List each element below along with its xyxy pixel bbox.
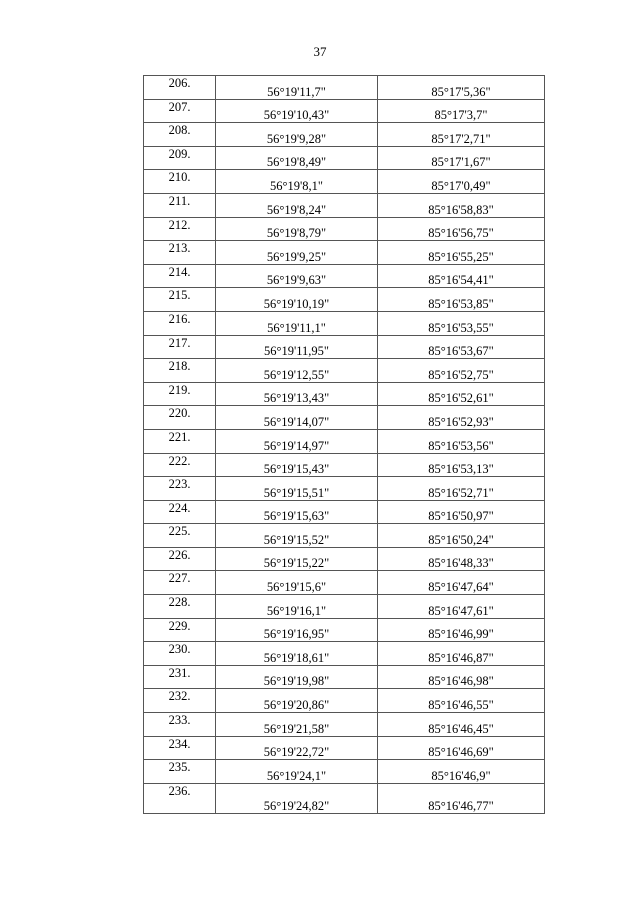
table-row xyxy=(144,595,545,619)
longitude-cell: 85°16'55,25" xyxy=(378,241,545,265)
table-row xyxy=(144,689,545,713)
point-number-cell: 216. xyxy=(144,311,216,335)
longitude-cell: 85°16'53,13" xyxy=(378,453,545,477)
point-number-cell: 224. xyxy=(144,500,216,524)
point-number-cell: 212. xyxy=(144,217,216,241)
table-row xyxy=(144,359,545,383)
coordinates-table xyxy=(143,75,545,814)
latitude-cell: 56°19'11,7" xyxy=(216,76,378,100)
point-number-cell: 223. xyxy=(144,477,216,501)
longitude-cell: 85°17'0,49" xyxy=(378,170,545,194)
longitude-cell: 85°17'5,36" xyxy=(378,76,545,100)
longitude-cell: 85°16'53,85" xyxy=(378,288,545,312)
point-number-cell: 226. xyxy=(144,547,216,571)
longitude-cell: 85°16'48,33" xyxy=(378,547,545,571)
latitude-cell: 56°19'21,58" xyxy=(216,713,378,737)
latitude-cell: 56°19'9,25" xyxy=(216,241,378,265)
table-row xyxy=(144,618,545,642)
point-number-cell: 211. xyxy=(144,193,216,217)
table-row xyxy=(144,783,545,813)
latitude-cell: 56°19'15,52" xyxy=(216,524,378,548)
longitude-cell: 85°16'46,45" xyxy=(378,713,545,737)
longitude-cell: 85°16'50,97" xyxy=(378,500,545,524)
longitude-cell: 85°16'50,24" xyxy=(378,524,545,548)
table-row xyxy=(144,241,545,265)
longitude-cell: 85°16'46,9" xyxy=(378,760,545,784)
longitude-cell: 85°16'46,98" xyxy=(378,665,545,689)
point-number-cell: 220. xyxy=(144,406,216,430)
table-row xyxy=(144,547,545,571)
point-number-cell: 210. xyxy=(144,170,216,194)
point-number-cell: 209. xyxy=(144,146,216,170)
point-number-cell: 231. xyxy=(144,665,216,689)
point-number-cell: 232. xyxy=(144,689,216,713)
latitude-cell: 56°19'14,07" xyxy=(216,406,378,430)
longitude-cell: 85°16'52,71" xyxy=(378,477,545,501)
longitude-cell: 85°16'52,93" xyxy=(378,406,545,430)
table-row xyxy=(144,571,545,595)
point-number-cell: 225. xyxy=(144,524,216,548)
latitude-cell: 56°19'24,82" xyxy=(216,783,378,813)
point-number-cell: 236. xyxy=(144,783,216,813)
longitude-cell: 85°17'3,7" xyxy=(378,99,545,123)
point-number-cell: 218. xyxy=(144,359,216,383)
longitude-cell: 85°16'56,75" xyxy=(378,217,545,241)
latitude-cell: 56°19'13,43" xyxy=(216,382,378,406)
page-number: 37 xyxy=(313,44,327,59)
table-row xyxy=(144,736,545,760)
longitude-cell: 85°16'52,75" xyxy=(378,359,545,383)
latitude-cell: 56°19'22,72" xyxy=(216,736,378,760)
table-row xyxy=(144,665,545,689)
longitude-cell: 85°16'47,61" xyxy=(378,595,545,619)
point-number-cell: 208. xyxy=(144,123,216,147)
table-row xyxy=(144,99,545,123)
latitude-cell: 56°19'8,1" xyxy=(216,170,378,194)
latitude-cell: 56°19'16,1" xyxy=(216,595,378,619)
point-number-cell: 228. xyxy=(144,595,216,619)
table-row xyxy=(144,406,545,430)
latitude-cell: 56°19'20,86" xyxy=(216,689,378,713)
latitude-cell: 56°19'19,98" xyxy=(216,665,378,689)
latitude-cell: 56°19'8,24" xyxy=(216,193,378,217)
point-number-cell: 215. xyxy=(144,288,216,312)
longitude-cell: 85°16'46,55" xyxy=(378,689,545,713)
table-row xyxy=(144,713,545,737)
table-row xyxy=(144,264,545,288)
latitude-cell: 56°19'24,1" xyxy=(216,760,378,784)
latitude-cell: 56°19'15,51" xyxy=(216,477,378,501)
table-row xyxy=(144,146,545,170)
longitude-cell: 85°16'46,99" xyxy=(378,618,545,642)
table-row xyxy=(144,335,545,359)
table-row xyxy=(144,170,545,194)
longitude-cell: 85°16'52,61" xyxy=(378,382,545,406)
point-number-cell: 214. xyxy=(144,264,216,288)
longitude-cell: 85°16'46,87" xyxy=(378,642,545,666)
latitude-cell: 56°19'15,6" xyxy=(216,571,378,595)
latitude-cell: 56°19'8,49" xyxy=(216,146,378,170)
point-number-cell: 221. xyxy=(144,429,216,453)
point-number-cell: 213. xyxy=(144,241,216,265)
table-row xyxy=(144,524,545,548)
latitude-cell: 56°19'11,95" xyxy=(216,335,378,359)
longitude-cell: 85°16'53,55" xyxy=(378,311,545,335)
longitude-cell: 85°16'53,56" xyxy=(378,429,545,453)
point-number-cell: 229. xyxy=(144,618,216,642)
latitude-cell: 56°19'10,19" xyxy=(216,288,378,312)
latitude-cell: 56°19'11,1" xyxy=(216,311,378,335)
latitude-cell: 56°19'10,43" xyxy=(216,99,378,123)
point-number-cell: 230. xyxy=(144,642,216,666)
table-row xyxy=(144,500,545,524)
latitude-cell: 56°19'9,63" xyxy=(216,264,378,288)
table-row xyxy=(144,76,545,100)
table-row xyxy=(144,382,545,406)
point-number-cell: 234. xyxy=(144,736,216,760)
table-row xyxy=(144,477,545,501)
table-row xyxy=(144,453,545,477)
latitude-cell: 56°19'15,63" xyxy=(216,500,378,524)
table-row xyxy=(144,288,545,312)
point-number-cell: 219. xyxy=(144,382,216,406)
latitude-cell: 56°19'12,55" xyxy=(216,359,378,383)
point-number-cell: 217. xyxy=(144,335,216,359)
longitude-cell: 85°16'54,41" xyxy=(378,264,545,288)
latitude-cell: 56°19'8,79" xyxy=(216,217,378,241)
longitude-cell: 85°17'2,71" xyxy=(378,123,545,147)
latitude-cell: 56°19'16,95" xyxy=(216,618,378,642)
point-number-cell: 227. xyxy=(144,571,216,595)
longitude-cell: 85°17'1,67" xyxy=(378,146,545,170)
point-number-cell: 207. xyxy=(144,99,216,123)
longitude-cell: 85°16'46,69" xyxy=(378,736,545,760)
coordinates-table-body xyxy=(144,76,545,814)
point-number-cell: 233. xyxy=(144,713,216,737)
table-row xyxy=(144,429,545,453)
longitude-cell: 85°16'53,67" xyxy=(378,335,545,359)
table-row xyxy=(144,311,545,335)
table-row xyxy=(144,193,545,217)
table-row xyxy=(144,642,545,666)
longitude-cell: 85°16'46,77" xyxy=(378,783,545,813)
point-number-cell: 222. xyxy=(144,453,216,477)
latitude-cell: 56°19'14,97" xyxy=(216,429,378,453)
latitude-cell: 56°19'15,43" xyxy=(216,453,378,477)
latitude-cell: 56°19'9,28" xyxy=(216,123,378,147)
table-row xyxy=(144,217,545,241)
latitude-cell: 56°19'18,61" xyxy=(216,642,378,666)
table-row xyxy=(144,123,545,147)
table-row xyxy=(144,760,545,784)
point-number-cell: 206. xyxy=(144,76,216,100)
longitude-cell: 85°16'47,64" xyxy=(378,571,545,595)
longitude-cell: 85°16'58,83" xyxy=(378,193,545,217)
latitude-cell: 56°19'15,22" xyxy=(216,547,378,571)
point-number-cell: 235. xyxy=(144,760,216,784)
